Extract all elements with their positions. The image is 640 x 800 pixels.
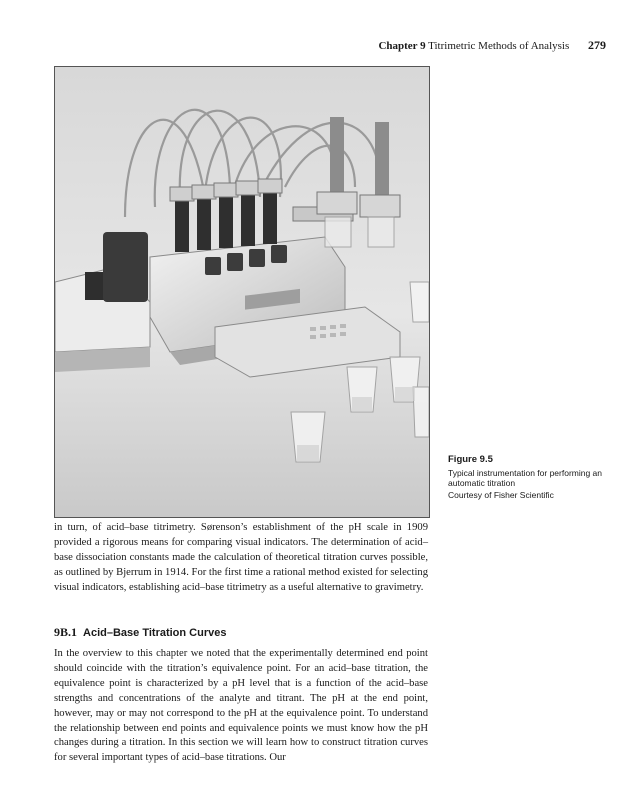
titrator-illustration <box>55 67 429 517</box>
paragraph-1: in turn, of acid–base titrimetry. Sørenson’s establishment of the pH scale in 1909 provided a rigorous means for comparing visual indicators. The determination of acid–base dissociation constants made the calculation of theoretical titration curves possible, as outlined by Bjerrum in 1914. For the first time a rational method existed for selecting visual indicators, establishing acid–base titrimetry as a useful alternative to gravimetry. <box>54 522 428 593</box>
running-head <box>378 38 606 53</box>
chapter-label: Chapter 9 <box>378 40 426 52</box>
figure-photo <box>54 66 430 518</box>
chapter-title: Titrimetric Methods of Analysis <box>428 40 570 52</box>
section-heading <box>54 625 226 640</box>
figure-credit: Courtesy of Fisher Scientific <box>448 489 554 500</box>
page-number: 279 <box>588 38 606 52</box>
figure-caption-text: Typical instrumentation for performing an automatic titration <box>448 467 603 488</box>
section-number: 9B.1 <box>54 625 78 639</box>
figure-caption <box>448 455 618 500</box>
paragraph-2: In the overview to this chapter we noted that the experimentally determined end point should coincide with the titration’s equivalence point. For an acid–base titration, the equivalence point is characterized by a pH level that is a function of the acid–base strengths and concentrations of the analyte and titrant. The pH at the end point, however, may or may not correspond to the pH at the equivalence point. To understand the relationship between end points and equivalence points we must know how the pH changes during a titration. In this section we will learn how to construct titration curves for several important types of acid–base titrations. Our <box>54 648 428 764</box>
section-title: Acid–Base Titration Curves <box>83 627 227 639</box>
figure-label: Figure 9.5 <box>448 454 493 465</box>
